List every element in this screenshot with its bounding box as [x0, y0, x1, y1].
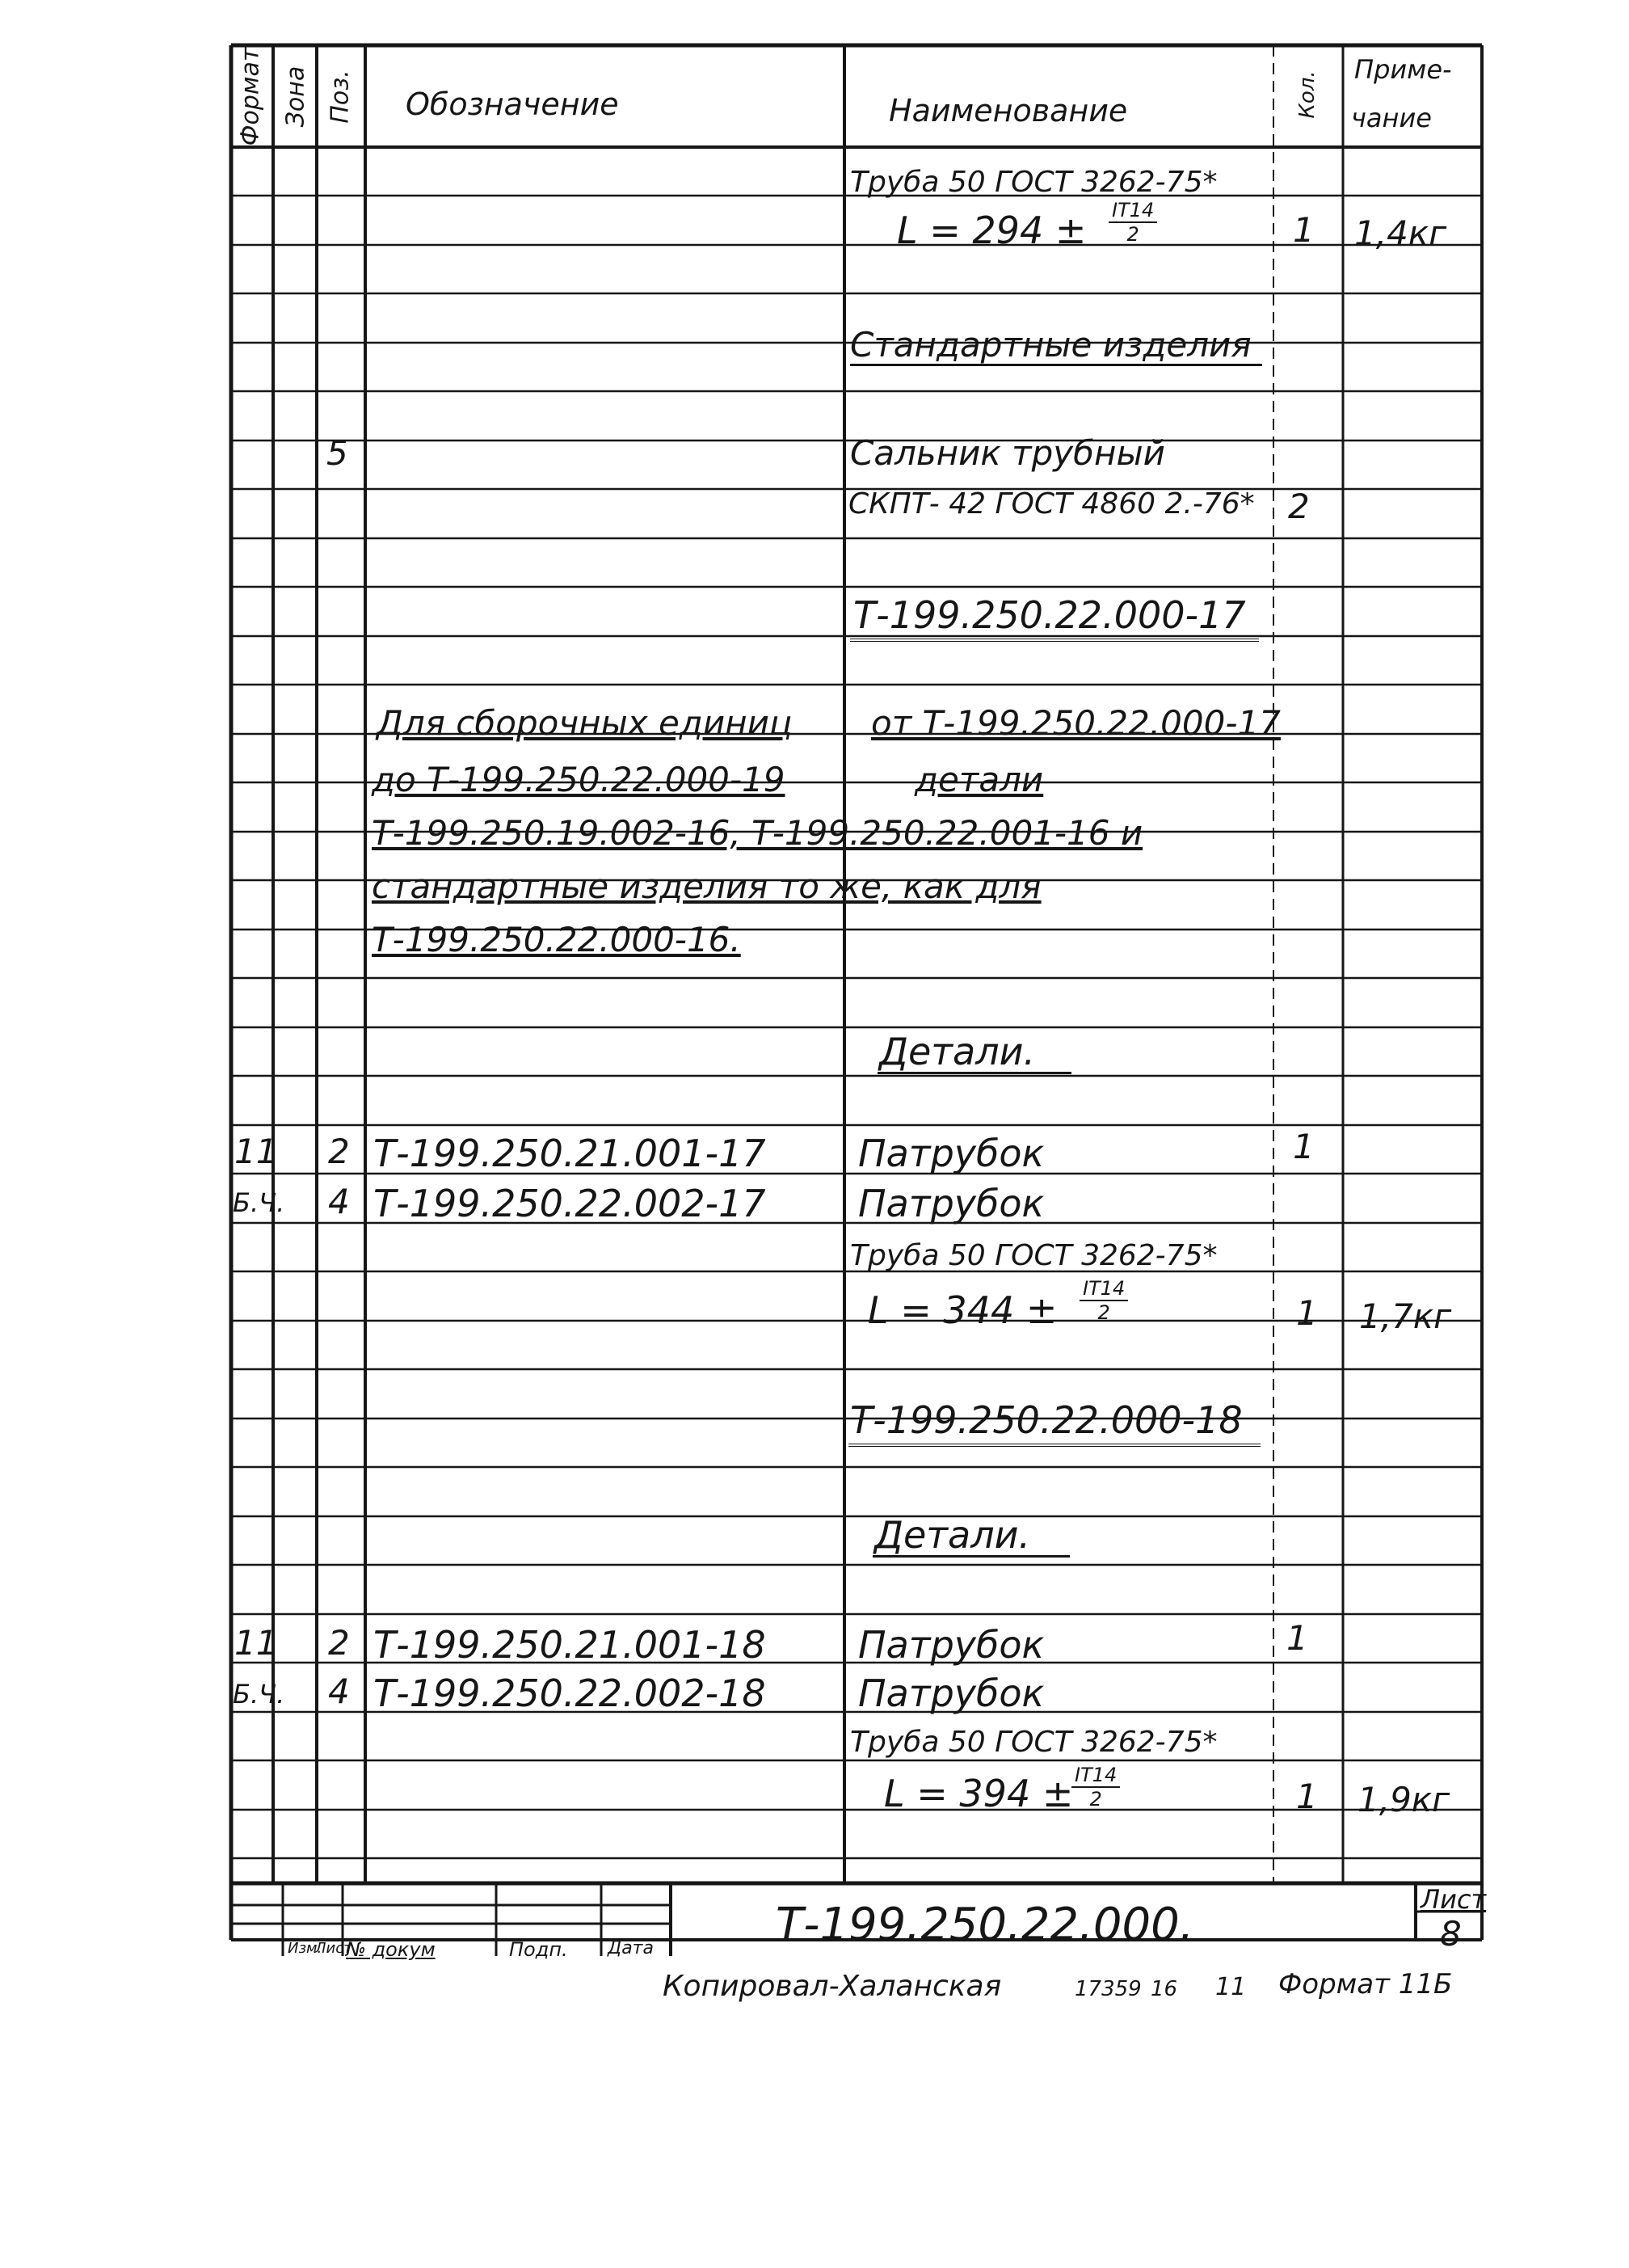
header-format: Формат	[236, 47, 265, 146]
footer-copied-by: Копировал-Халанская	[663, 1970, 1002, 2003]
fraction-it14-2	[1080, 1279, 1128, 1322]
fraction-it14-1	[1109, 200, 1157, 244]
underline-details-1	[878, 1072, 1071, 1074]
cell-name-a2: Патрубок	[858, 1182, 1045, 1225]
cell-qty-row2: 1	[1293, 210, 1315, 250]
cell-name-pipe-2: Труба 50 ГОСТ 3262-75*	[850, 1239, 1218, 1272]
header-note-line1: Приме-	[1354, 54, 1452, 85]
section-t-17: Т-199.250.22.000-17	[853, 593, 1246, 637]
cell-name-pipe-3: Труба 50 ГОСТ 3262-75*	[850, 1726, 1218, 1759]
underline-t-17	[850, 639, 1259, 642]
title-col-date: Дата	[608, 1938, 654, 1958]
cell-qty-a4: 1	[1296, 1293, 1318, 1333]
cell-qty-a1: 1	[1293, 1127, 1315, 1166]
section-details-2: Детали.	[874, 1513, 1031, 1557]
cell-pos-a2: 4	[328, 1182, 350, 1221]
title-col-doc: № докум	[346, 1938, 436, 1961]
title-col-sign: Подп.	[509, 1938, 568, 1961]
section-details-1: Детали.	[879, 1030, 1036, 1073]
header-designation: Обозначение	[406, 86, 619, 122]
cell-qty-b1: 1	[1286, 1618, 1308, 1658]
cell-note-b4: 1,9кг	[1358, 1780, 1450, 1819]
cell-name-b1: Патрубок	[858, 1623, 1045, 1667]
fraction-numerator: IT14	[1071, 1765, 1120, 1788]
title-doc-number: Т-199.250.22.000.	[776, 1899, 1194, 1951]
note-line-5: Т-199.250.22.000-16.	[372, 920, 741, 959]
fraction-numerator: IT14	[1080, 1279, 1128, 1301]
cell-des-b1: Т-199.250.21.001-18	[373, 1623, 766, 1667]
footer-code: 17359	[1075, 1977, 1142, 2001]
cell-format-b2: Б.Ч.	[233, 1679, 285, 1709]
footer-format-label: Формат 11Б	[1278, 1968, 1453, 2000]
header-quantity: Кол.	[1295, 70, 1320, 119]
cell-name-pipe-1: Труба 50 ГОСТ 3262-75*	[850, 166, 1218, 199]
title-sheet-number: 8	[1440, 1914, 1462, 1954]
underline-standard-items	[850, 364, 1262, 366]
header-name: Наименование	[889, 93, 1128, 129]
fraction-numerator: IT14	[1109, 200, 1157, 223]
cell-name-gland: Сальник трубный	[850, 433, 1165, 473]
cell-qty-skpt: 2	[1288, 487, 1310, 526]
fraction-denominator: 2	[1089, 1788, 1102, 1811]
cell-name-a1: Патрубок	[858, 1132, 1045, 1175]
note-line-1a: Для сборочных единиц	[377, 703, 793, 743]
cell-name-skpt: СКПТ- 42 ГОСТ 4860 2.-76*	[848, 487, 1255, 521]
note-line-4: стандартные изделия то же, как для	[372, 866, 1042, 906]
cell-qty-b4: 1	[1296, 1777, 1318, 1816]
cell-name-b2: Патрубок	[858, 1671, 1045, 1715]
cell-format-b1: 11	[234, 1623, 278, 1663]
header-zone: Зона	[281, 65, 310, 128]
fraction-it14-3	[1071, 1765, 1120, 1809]
cell-des-a2: Т-199.250.22.002-17	[373, 1182, 766, 1225]
note-line-2a: до Т-199.250.22.000-19	[372, 760, 785, 799]
cell-pos-a1: 2	[328, 1132, 350, 1171]
title-sheet-label: Лист	[1421, 1884, 1487, 1915]
title-col-change: Изм.	[288, 1940, 322, 1957]
footer-n2: 11	[1215, 1973, 1247, 2001]
cell-des-a1: Т-199.250.21.001-17	[373, 1132, 766, 1175]
cell-note-a4: 1,7кг	[1359, 1296, 1452, 1336]
cell-pos-5: 5	[326, 433, 348, 473]
cell-pos-b1: 2	[328, 1623, 350, 1663]
cell-format-a1: 11	[234, 1132, 278, 1171]
footer-n1: 16	[1151, 1977, 1178, 2001]
title-col-sheet: Лист	[315, 1940, 352, 1957]
cell-name-length-394: L = 394 ±	[884, 1772, 1074, 1815]
note-line-2b: детали	[915, 760, 1044, 799]
header-note-line2: чание	[1351, 103, 1432, 133]
section-t-18: Т-199.250.22.000-18	[850, 1398, 1243, 1442]
underline-details-2	[873, 1555, 1070, 1558]
note-line-1b: от Т-199.250.22.000-17	[871, 703, 1281, 743]
underline-t-18	[848, 1444, 1261, 1447]
cell-des-b2: Т-199.250.22.002-18	[373, 1671, 766, 1715]
header-position: Поз.	[326, 70, 355, 124]
fraction-denominator: 2	[1126, 223, 1139, 246]
fraction-denominator: 2	[1097, 1301, 1110, 1324]
note-line-3: Т-199.250.19.002-16, Т-199.250.22.001-16 и	[372, 813, 1143, 853]
cell-pos-b2: 4	[328, 1671, 350, 1711]
cell-format-a2: Б.Ч.	[233, 1187, 285, 1218]
cell-name-length-344: L = 344 ±	[868, 1288, 1058, 1332]
cell-note-row2: 1,4кг	[1354, 213, 1447, 253]
section-standard-items: Стандартные изделия	[850, 325, 1252, 365]
cell-name-length-294: L = 294 ±	[897, 209, 1087, 252]
